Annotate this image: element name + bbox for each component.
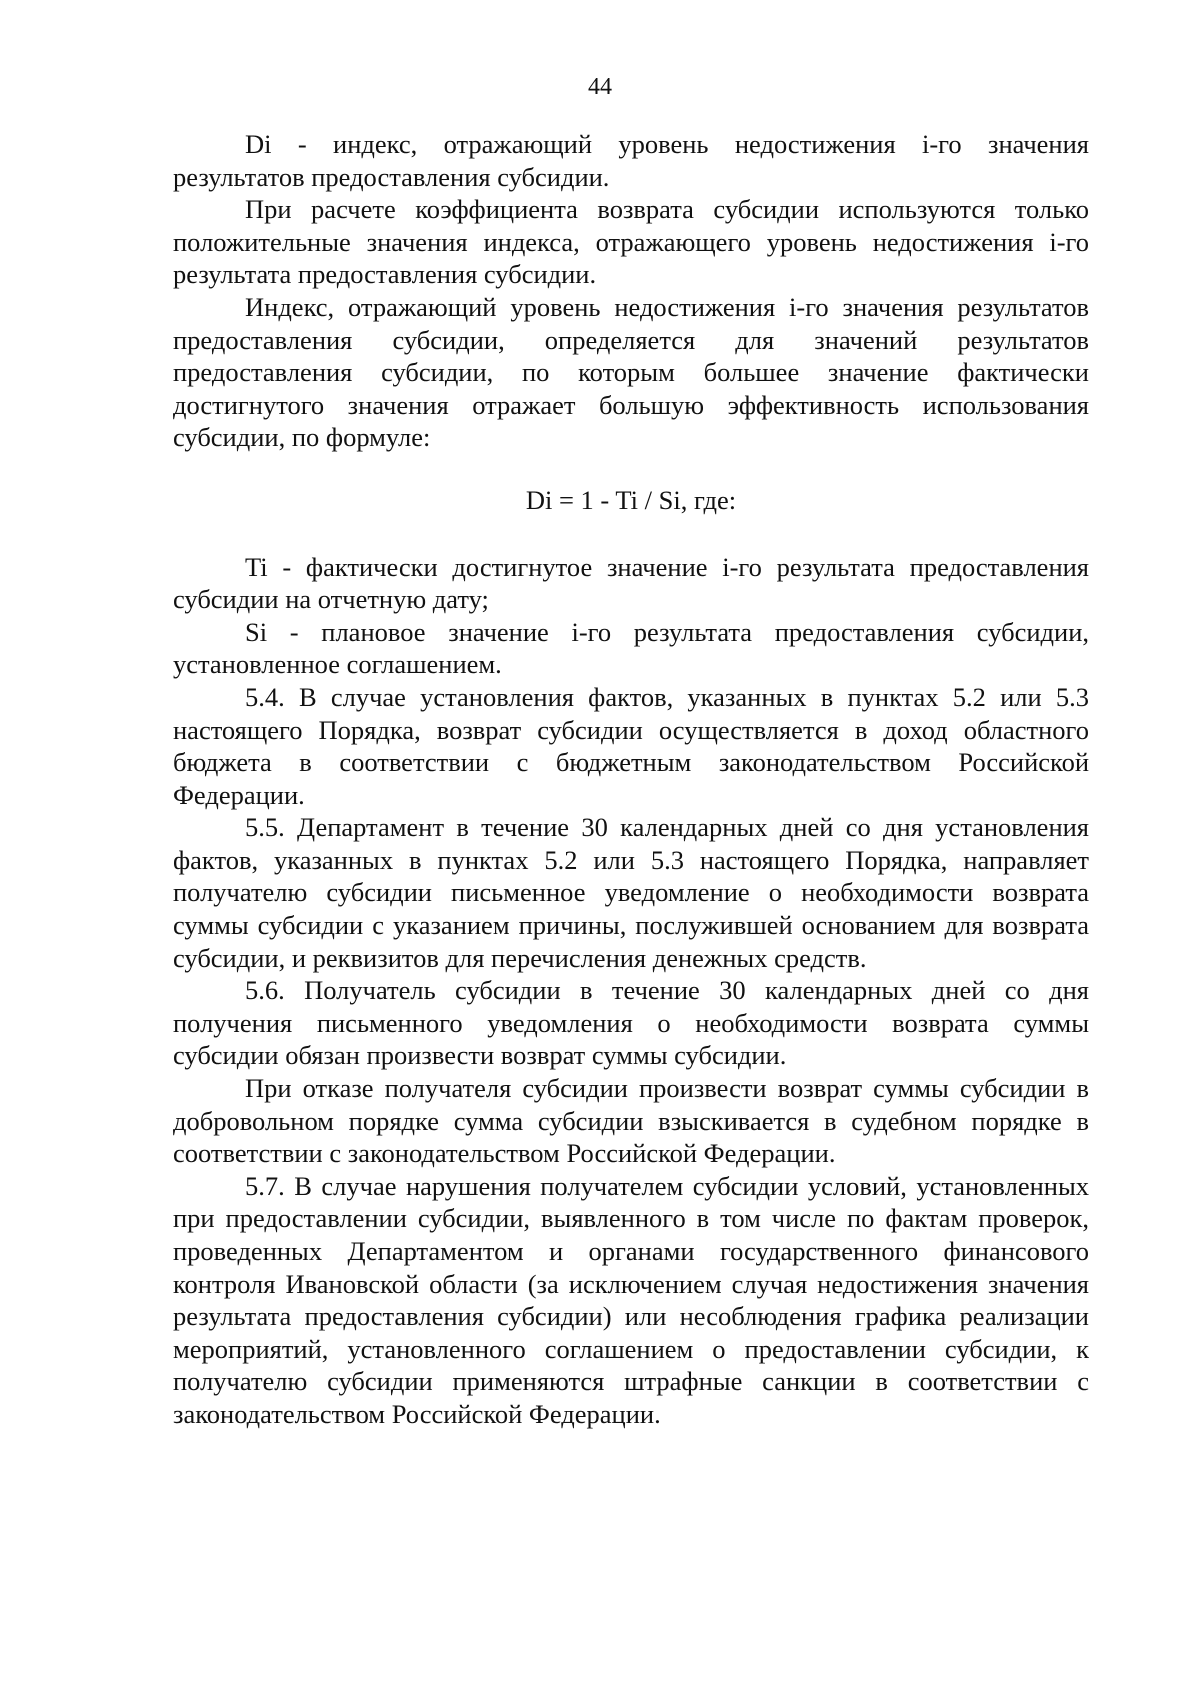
paragraph-si-definition: Si - плановое значение i-го результата предоставления субсидии, установленное соглашением. [173, 616, 1089, 680]
paragraph-index-formula-intro: Индекс, отражающий уровень недостижения i-го значения результатов предоставления субсидии, определяется для значений результатов предоставления субсидии, по которым большее значение фактически достигнутого значения отражает большую эффективность использования субсидии, по формуле: [173, 291, 1089, 453]
paragraph-5-4: 5.4. В случае установления фактов, указанных в пунктах 5.2 или 5.3 настоящего Порядка, возврат субсидии осуществляется в доход областного бюджета в соответствии с бюджетным законодательством Российской Федерации. [173, 681, 1089, 810]
paragraph-positive-values: При расчете коэффициента возврата субсидии используются только положительные значения индекса, отражающего уровень недостижения i-го результата предоставления субсидии. [173, 194, 1089, 290]
paragraph-5-6: 5.6. Получатель субсидии в течение 30 календарных дней со дня получения письменного уведомления о необходимости возврата суммы субсидии обязан произвести возврат суммы субсидии. [173, 975, 1089, 1071]
paragraph-5-5: 5.5. Департамент в течение 30 календарных дней со дня установления фактов, указанных в пунктах 5.2 или 5.3 настоящего Порядка, направляет получателю субсидии письменное уведомление о необходимости возврата суммы субсидии с указанием причины, послужившей основанием для возврата субсидии, и реквизитов для перечисления денежных средств. [173, 812, 1089, 973]
formula: Di = 1 - Ti / Si, где: [525, 484, 737, 515]
paragraph-ti-definition: Ti - фактически достигнутое значение i-го результата предоставления субсидии на отчетную дату; [173, 551, 1089, 615]
page-number: 44 [588, 74, 612, 100]
document-body [173, 128, 1089, 1431]
paragraph-di-definition: Di - индекс, отражающий уровень недостижения i-го значения результатов предоставления субсидии. [173, 129, 1089, 192]
paragraph-refusal: При отказе получателя субсидии произвести возврат суммы субсидии в добровольном порядке сумма субсидии взыскивается в судебном порядке в соответствии с законодательством Российской Федерации. [173, 1073, 1089, 1169]
paragraph-5-7: 5.7. В случае нарушения получателем субсидии условий, установленных при предоставлении субсидии, выявленного в том числе по фактам проверок, проведенных Департаментом и органами государственного финансового контроля Ивановской области (за исключением случая недостижения значения результата предоставления субсидии) или несоблюдения графика реализации мероприятий, установленного соглашением о предоставлении субсидии, к получателю субсидии применяются штрафные санкции в соответствии с законодательством Российской Федерации. [173, 1170, 1089, 1429]
